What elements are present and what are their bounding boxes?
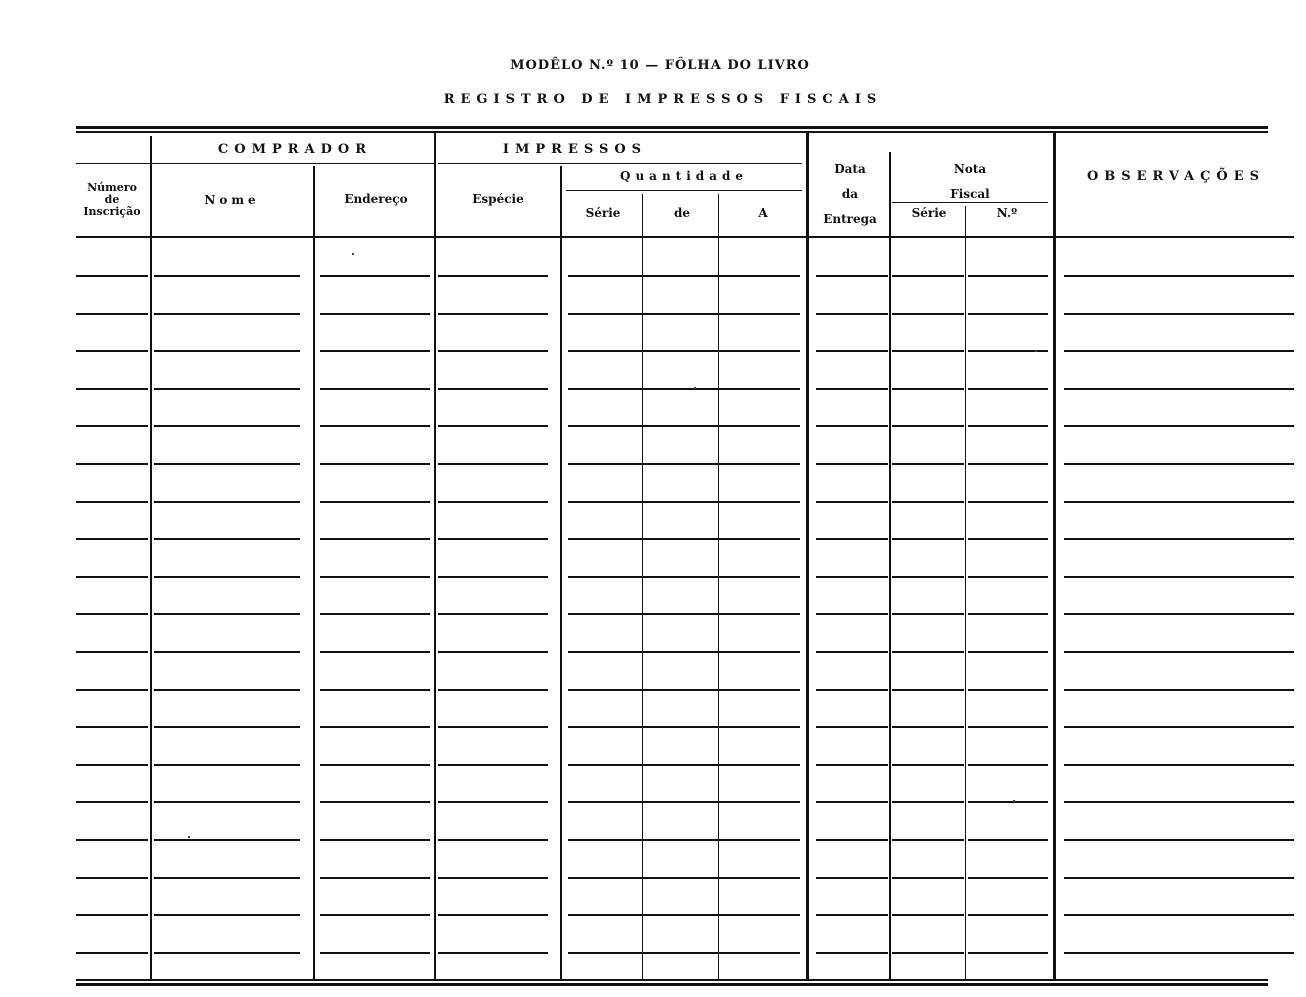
- row-rule-segment: [320, 726, 430, 728]
- row-rule-segment: [1064, 877, 1294, 879]
- col-divider-6: [718, 194, 719, 980]
- row-rule-segment: [968, 914, 1048, 916]
- row-rule-segment: [968, 839, 1048, 841]
- bottom-thick-rule: [76, 983, 1268, 986]
- row-rule-segment: [76, 801, 148, 803]
- row-rule-segment: [154, 425, 300, 427]
- row-rule-segment: [76, 839, 148, 841]
- row-rule-segment: [76, 275, 148, 277]
- row-rule-segment: [320, 689, 430, 691]
- row-rule-segment: [76, 350, 148, 352]
- scan-speck: [1013, 800, 1015, 802]
- row-rule-segment: [438, 914, 548, 916]
- row-rule-segment: [320, 952, 430, 954]
- row-rule-segment: [76, 425, 148, 427]
- row-rule-segment: [816, 275, 888, 277]
- row-rule-segment: [76, 952, 148, 954]
- col-divider-7: [806, 133, 809, 980]
- quantidade-a-header: A: [758, 206, 768, 220]
- row-rule-segment: [892, 313, 964, 315]
- row-rule-segment: [816, 313, 888, 315]
- row-rule-segment: [438, 651, 548, 653]
- header-bottom-rule: [76, 236, 1294, 238]
- row-rule-segment: [892, 425, 964, 427]
- row-rule-segment: [154, 350, 300, 352]
- row-rule-segment: [438, 689, 548, 691]
- row-rule-segment: [154, 313, 300, 315]
- row-rule-segment: [76, 613, 148, 615]
- observacoes-header: OBSERVAÇÕES: [1086, 169, 1266, 184]
- quantidade-underline: [566, 190, 802, 191]
- row-rule-segment: [1064, 651, 1294, 653]
- row-rule-segment: [320, 388, 430, 390]
- row-rule-segment: [154, 463, 300, 465]
- row-rule-segment: [568, 501, 800, 503]
- row-rule-segment: [816, 350, 888, 352]
- row-rule-segment: [816, 689, 888, 691]
- row-rule-segment: [438, 425, 548, 427]
- row-rule-segment: [76, 538, 148, 540]
- row-rule-segment: [438, 463, 548, 465]
- row-rule-segment: [1064, 538, 1294, 540]
- row-rule-segment: [76, 463, 148, 465]
- row-rule-segment: [892, 764, 964, 766]
- row-rule-segment: [154, 839, 300, 841]
- row-rule-segment: [968, 313, 1048, 315]
- scan-speck: [694, 387, 696, 389]
- row-rule-segment: [816, 877, 888, 879]
- nome-header: Nome: [204, 193, 260, 207]
- row-rule-segment: [968, 764, 1048, 766]
- row-rule-segment: [968, 463, 1048, 465]
- row-rule-segment: [76, 689, 148, 691]
- row-rule-segment: [568, 350, 800, 352]
- row-rule-segment: [320, 613, 430, 615]
- row-rule-segment: [892, 877, 964, 879]
- row-rule-segment: [154, 726, 300, 728]
- model-title: MODÊLO N.º 10 — FÔLHA DO LIVRO: [510, 58, 810, 73]
- row-rule-segment: [438, 275, 548, 277]
- row-rule-segment: [320, 463, 430, 465]
- row-rule-segment: [1064, 501, 1294, 503]
- row-rule-segment: [154, 576, 300, 578]
- col-divider-2: [313, 166, 315, 980]
- row-rule-segment: [438, 764, 548, 766]
- row-rule-segment: [154, 651, 300, 653]
- row-rule-segment: [892, 952, 964, 954]
- row-rule-segment: [892, 501, 964, 503]
- row-rule-segment: [76, 877, 148, 879]
- row-rule-segment: [968, 576, 1048, 578]
- row-rule-segment: [816, 576, 888, 578]
- row-rule-segment: [1064, 689, 1294, 691]
- row-rule-segment: [816, 651, 888, 653]
- register-title: REGISTRO DE IMPRESSOS FISCAIS: [443, 92, 883, 107]
- row-rule-segment: [968, 613, 1048, 615]
- row-rule-segment: [76, 651, 148, 653]
- row-rule-segment: [154, 914, 300, 916]
- col-divider-10: [1053, 133, 1056, 980]
- row-rule-segment: [568, 651, 800, 653]
- row-rule-segment: [438, 801, 548, 803]
- row-rule-segment: [438, 952, 548, 954]
- impressos-group-header: IMPRESSOS: [502, 142, 648, 157]
- row-rule-segment: [154, 689, 300, 691]
- row-rule-segment: [816, 388, 888, 390]
- numero-label: Número: [87, 181, 137, 194]
- comprador-group-header: COMPRADOR: [217, 142, 373, 157]
- row-rule-segment: [438, 350, 548, 352]
- row-rule-segment: [816, 538, 888, 540]
- row-rule-segment: [816, 726, 888, 728]
- scan-speck: [352, 253, 354, 255]
- row-rule-segment: [816, 801, 888, 803]
- row-rule-segment: [1064, 764, 1294, 766]
- row-rule-segment: [892, 914, 964, 916]
- row-rule-segment: [892, 388, 964, 390]
- row-rule-segment: [968, 726, 1048, 728]
- col-divider-1: [150, 136, 152, 980]
- row-rule-segment: [1064, 576, 1294, 578]
- row-rule-segment: [568, 425, 800, 427]
- row-rule-segment: [892, 463, 964, 465]
- row-rule-segment: [76, 388, 148, 390]
- row-rule-segment: [892, 839, 964, 841]
- row-rule-segment: [154, 952, 300, 954]
- scan-speck: [1035, 350, 1037, 352]
- row-rule-segment: [568, 275, 800, 277]
- comprador-underline: [76, 163, 434, 164]
- row-rule-segment: [320, 350, 430, 352]
- row-rule-segment: [1064, 726, 1294, 728]
- especie-header: Espécie: [472, 192, 524, 206]
- row-rule-segment: [154, 275, 300, 277]
- row-rule-segment: [320, 275, 430, 277]
- quantidade-serie-header: Série: [585, 206, 621, 220]
- de-label: de: [104, 193, 120, 206]
- row-rule-segment: [1064, 313, 1294, 315]
- row-rule-segment: [320, 914, 430, 916]
- row-rule-segment: [1064, 425, 1294, 427]
- row-rule-segment: [892, 275, 964, 277]
- row-rule-segment: [320, 313, 430, 315]
- row-rule-segment: [320, 877, 430, 879]
- row-rule-segment: [154, 388, 300, 390]
- row-rule-segment: [438, 501, 548, 503]
- row-rule-segment: [154, 538, 300, 540]
- row-rule-segment: [968, 952, 1048, 954]
- row-rule-segment: [568, 839, 800, 841]
- row-rule-segment: [1064, 388, 1294, 390]
- inscricao-label: Inscrição: [83, 205, 141, 218]
- col-divider-4: [560, 166, 562, 980]
- row-rule-segment: [568, 313, 800, 315]
- row-rule-segment: [568, 388, 800, 390]
- row-rule-segment: [968, 275, 1048, 277]
- top-thin-rule: [76, 131, 1268, 133]
- row-rule-segment: [154, 613, 300, 615]
- row-rule-segment: [816, 613, 888, 615]
- entrega-label: Entrega: [823, 212, 877, 226]
- row-rule-segment: [816, 764, 888, 766]
- row-rule-segment: [892, 651, 964, 653]
- row-rule-segment: [320, 839, 430, 841]
- row-rule-segment: [968, 801, 1048, 803]
- row-rule-segment: [320, 425, 430, 427]
- row-rule-segment: [568, 576, 800, 578]
- row-rule-segment: [892, 576, 964, 578]
- nota-fiscal-header: [892, 157, 1048, 207]
- row-rule-segment: [968, 388, 1048, 390]
- row-rule-segment: [968, 651, 1048, 653]
- row-rule-segment: [320, 801, 430, 803]
- row-rule-segment: [816, 914, 888, 916]
- row-rule-segment: [892, 801, 964, 803]
- row-rule-segment: [1064, 914, 1294, 916]
- col-divider-5: [642, 194, 643, 980]
- row-rule-segment: [438, 576, 548, 578]
- row-rule-segment: [320, 538, 430, 540]
- row-rule-segment: [568, 914, 800, 916]
- row-rule-segment: [1064, 839, 1294, 841]
- row-rule-segment: [1064, 801, 1294, 803]
- row-rule-segment: [154, 764, 300, 766]
- row-rule-segment: [1064, 350, 1294, 352]
- scan-speck: [188, 836, 190, 838]
- numero-inscricao-header: [76, 182, 148, 218]
- row-rule-segment: [320, 764, 430, 766]
- row-rule-segment: [1064, 952, 1294, 954]
- row-rule-segment: [816, 425, 888, 427]
- row-rule-segment: [568, 613, 800, 615]
- row-rule-segment: [968, 877, 1048, 879]
- row-rule-segment: [1064, 463, 1294, 465]
- row-rule-segment: [76, 764, 148, 766]
- row-rule-segment: [76, 313, 148, 315]
- row-rule-segment: [76, 726, 148, 728]
- row-rule-segment: [320, 501, 430, 503]
- endereco-header: Endereço: [344, 192, 408, 206]
- row-rule-segment: [568, 877, 800, 879]
- row-rule-segment: [438, 538, 548, 540]
- row-rule-segment: [968, 538, 1048, 540]
- row-rule-segment: [76, 576, 148, 578]
- row-rule-segment: [892, 350, 964, 352]
- row-rule-segment: [320, 576, 430, 578]
- col-divider-3: [434, 133, 436, 980]
- bottom-thin-rule: [76, 979, 1268, 981]
- row-rule-segment: [892, 538, 964, 540]
- da-label: da: [841, 187, 859, 201]
- impressos-underline: [438, 163, 802, 164]
- row-rule-segment: [892, 613, 964, 615]
- row-rule-segment: [1064, 613, 1294, 615]
- row-rule-segment: [816, 501, 888, 503]
- row-rule-segment: [568, 538, 800, 540]
- row-rule-segment: [568, 726, 800, 728]
- fiscal-label: Fiscal: [950, 187, 990, 201]
- row-rule-segment: [438, 726, 548, 728]
- row-rule-segment: [76, 501, 148, 503]
- nota-label: Nota: [953, 162, 987, 176]
- row-rule-segment: [568, 952, 800, 954]
- row-rule-segment: [968, 689, 1048, 691]
- quantidade-de-header: de: [673, 206, 691, 220]
- row-rule-segment: [76, 914, 148, 916]
- row-rule-segment: [568, 689, 800, 691]
- row-rule-segment: [320, 651, 430, 653]
- row-rule-segment: [568, 463, 800, 465]
- data-label: Data: [834, 162, 866, 176]
- row-rule-segment: [154, 501, 300, 503]
- row-rule-segment: [892, 689, 964, 691]
- row-rule-segment: [154, 801, 300, 803]
- row-rule-segment: [568, 801, 800, 803]
- row-rule-segment: [816, 952, 888, 954]
- row-rule-segment: [438, 313, 548, 315]
- row-rule-segment: [968, 425, 1048, 427]
- row-rule-segment: [816, 463, 888, 465]
- top-thick-rule: [76, 126, 1268, 129]
- row-rule-segment: [438, 388, 548, 390]
- row-rule-segment: [438, 839, 548, 841]
- row-rule-segment: [816, 839, 888, 841]
- row-rule-segment: [154, 877, 300, 879]
- col-divider-8: [889, 152, 891, 980]
- data-entrega-header: [808, 157, 892, 232]
- quantidade-header: Quantidade: [620, 169, 748, 183]
- row-rule-segment: [438, 877, 548, 879]
- row-rule-segment: [438, 613, 548, 615]
- row-rule-segment: [568, 764, 800, 766]
- row-rule-segment: [892, 726, 964, 728]
- row-rule-segment: [1064, 275, 1294, 277]
- row-rule-segment: [968, 501, 1048, 503]
- nota-numero-header: N.º: [996, 206, 1018, 220]
- col-divider-9: [965, 206, 966, 980]
- nota-serie-header: Série: [911, 206, 947, 220]
